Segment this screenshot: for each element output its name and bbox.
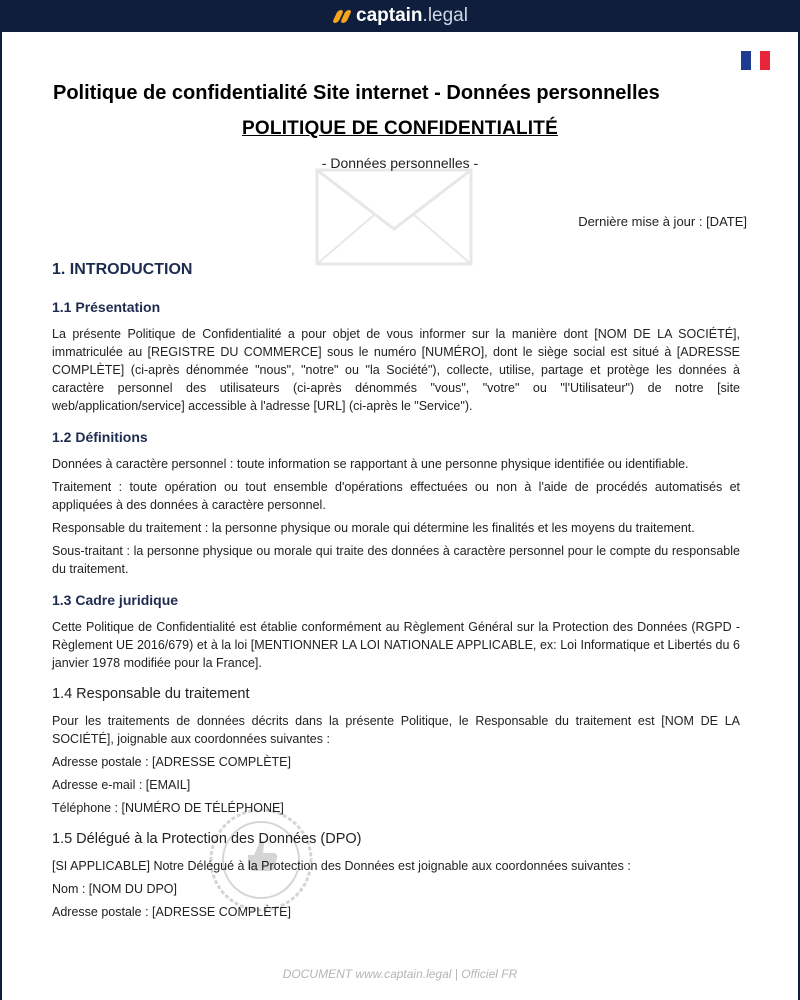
captain-logo-icon (332, 9, 352, 23)
top-bar (0, 0, 800, 32)
contact-line: Adresse postale : [ADRESSE COMPLÈTE] (52, 755, 291, 769)
section-1-1-heading: 1.1 Présentation (52, 299, 161, 315)
section-1-heading: 1. INTRODUCTION (52, 261, 193, 278)
dpo-line: Nom : [NOM DU DPO] (52, 882, 178, 896)
section-1-3 (52, 592, 740, 672)
section-1-3-heading: 1.3 Cadre juridique (52, 592, 179, 608)
section-1-4-heading: 1.4 Responsable du traitement (52, 686, 250, 702)
section-1-4-text: Pour les traitements de données décrits dans la présente Politique, le Responsable du traitement est [NOM DE LA SOCIÉTÉ], joignable aux coordonnées suivantes : (52, 714, 740, 746)
definition-item: Sous-traitant : la personne physique ou morale qui traite des données à caractère personnel pour le compte du responsable du traitement. (52, 544, 740, 576)
section-1-3-text: Cette Politique de Confidentialité est établie conformément au Règlement Général sur la Protection des Données (RGPD - Règlement UE 2016/679) et à la loi [MENTIONNER LA LOI NATIONALE APPLICABLE, ex: Loi Informatique et Libertés du 6 janvier 1978 modifiée pour la France]. (52, 620, 740, 670)
definition-item: Données à caractère personnel : toute information se rapportant à une personne physique identifiée ou identifiable. (52, 457, 689, 471)
certified-stamp-icon (208, 807, 314, 913)
brand-logo[interactable] (332, 5, 468, 27)
last-updated: Dernière mise à jour : [DATE] (578, 214, 747, 229)
subtitle: - Données personnelles - (321, 155, 479, 171)
section-1-5-text: [SI APPLICABLE] Notre Délégué à la Protection des Données est joignable aux coordonnées suivantes : (52, 859, 631, 873)
section-1-2 (52, 429, 740, 578)
definition-item: Responsable du traitement : la personne physique ou morale qui détermine les finalités et les moyens du traitement. (52, 521, 695, 535)
document-body (52, 261, 740, 935)
france-flag-icon[interactable] (741, 51, 770, 70)
definition-item: Traitement : toute opération ou tout ensemble d'opérations effectuées ou non à l'aide de procédés automatisés et appliquées à des données à caractère personnel. (52, 480, 740, 512)
document-footer: DOCUMENT www.captain.legal | Officiel FR (282, 967, 518, 981)
section-1-4 (52, 686, 740, 817)
dpo-line: Adresse postale : [ADRESSE COMPLÈTE] (52, 905, 291, 919)
document-title: Politique de confidentialité Site internet - Données personnelles (53, 82, 660, 104)
section-1-5-heading: 1.5 Délégué à la Protection des Données (DPO) (52, 831, 362, 847)
main-title: POLITIQUE DE CONFIDENTIALITÉ (242, 118, 558, 139)
brand-name: captain.legal (356, 5, 468, 26)
section-1-2-heading: 1.2 Définitions (52, 429, 148, 445)
envelope-watermark-icon (314, 167, 474, 267)
contact-line: Adresse e-mail : [EMAIL] (52, 778, 191, 792)
section-1-5 (52, 831, 740, 921)
section-1-1-text: La présente Politique de Confidentialité a pour objet de vous informer sur la manière dont [NOM DE LA SOCIÉTÉ], immatriculée au [REGISTRE DU COMMERCE] sous le numéro [NUMÉRO], dont le siège social est situé à [ADRESSE COMPLÈTE] (ci-après dénommée "nous", "notre" ou "la Société"), collecte, utilise, partage et protège les données à caractère personnel des utilisateurs (ci-après dénommés "vous", "votre" ou "l'Utilisateur") de notre [site web/application/service] accessible à l'adresse [URL] (ci-après le "Service"). (52, 327, 740, 413)
document-page (2, 32, 798, 1000)
contact-line: Téléphone : [NUMÉRO DE TÉLÉPHONE] (52, 801, 284, 815)
section-1-1 (52, 299, 740, 415)
